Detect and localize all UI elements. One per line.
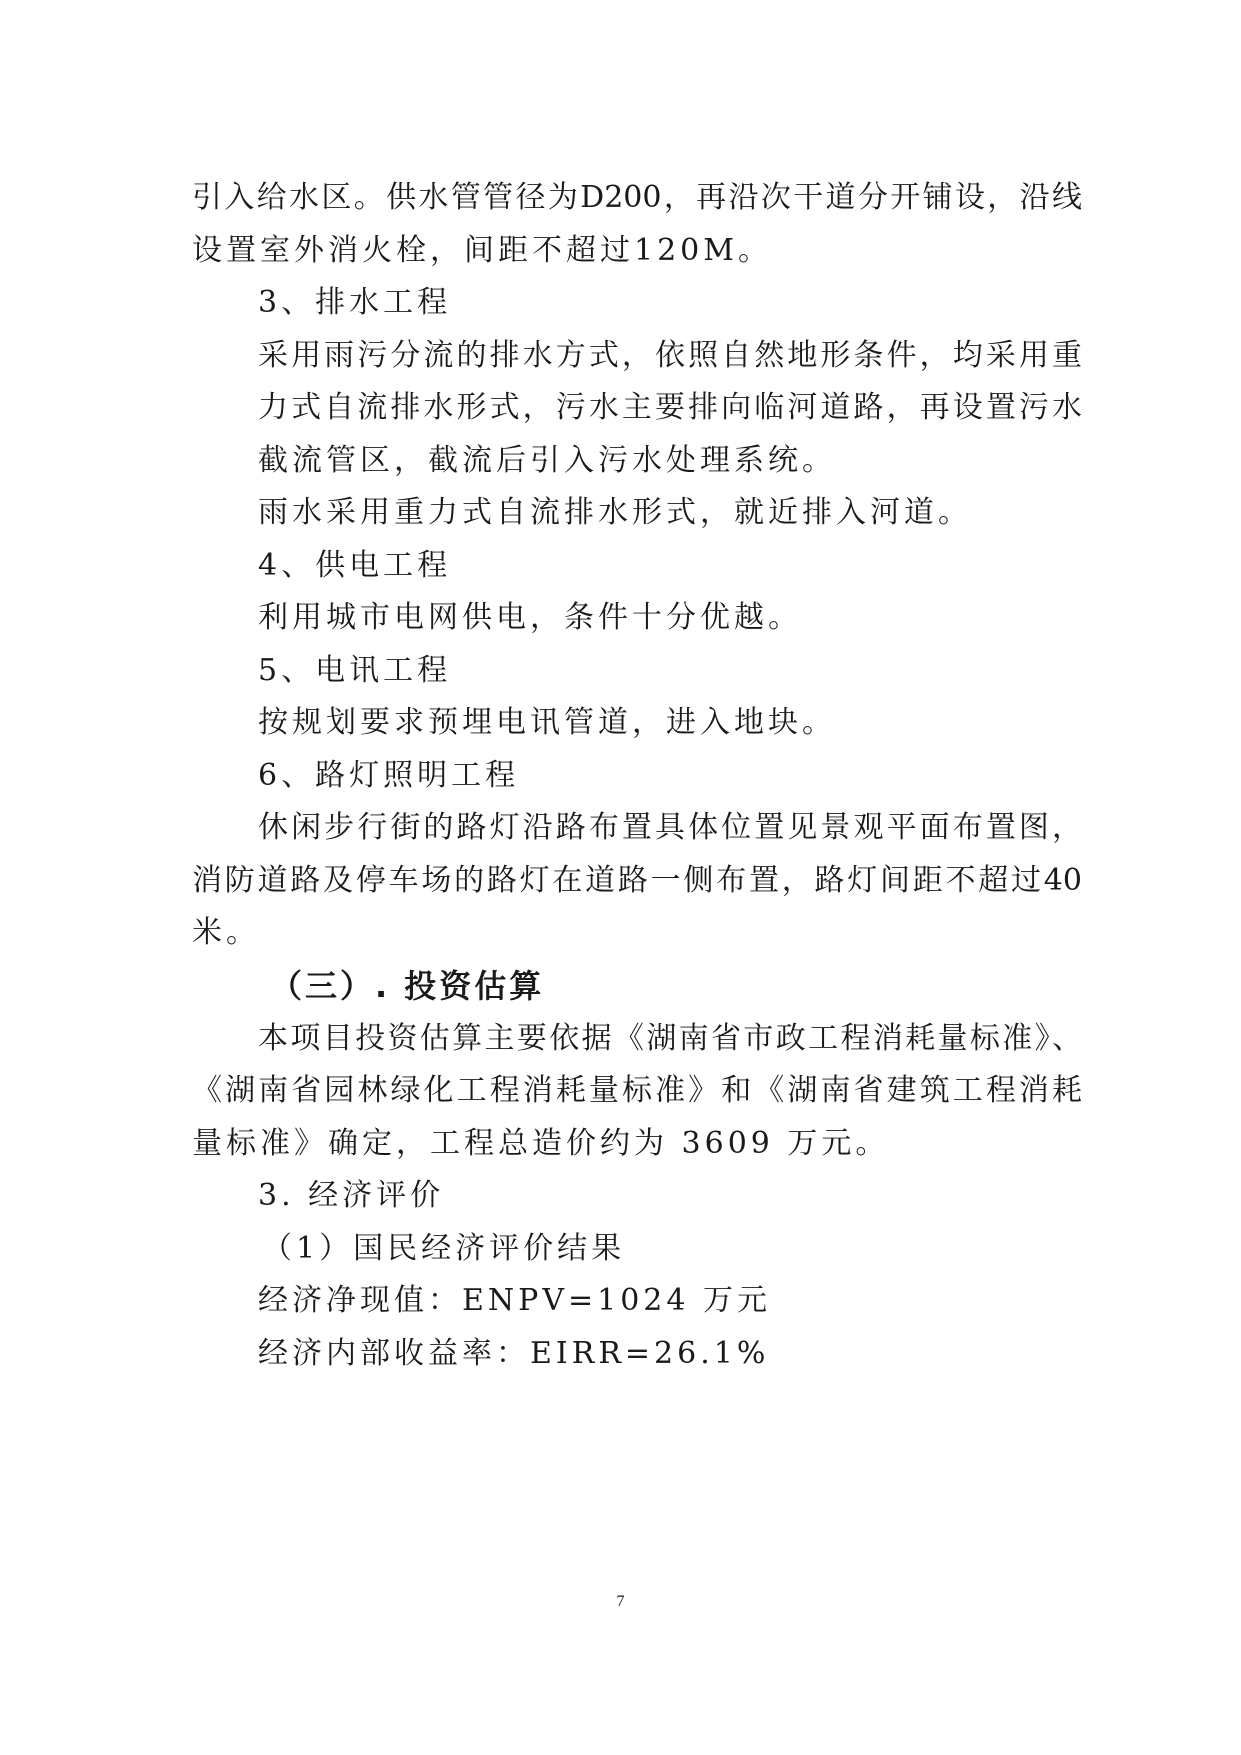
section-power-title: 4、供电工程 [258,548,452,583]
lighting-paragraph-line-3: 米。 [192,915,260,950]
drainage-paragraph-line-2: 力式自流排水形式，污水主要排向临河道路，再设置污水 [258,390,1082,425]
page-number: 7 [616,1593,625,1610]
drainage-paragraph-line-1: 采用雨污分流的排水方式，依照自然地形条件，均采用重 [258,338,1082,373]
investment-estimate-heading: （三）. 投资估算 [270,967,545,1005]
telecom-paragraph: 按规划要求预埋电讯管道，进入地块。 [258,705,836,740]
enpv-result: 经济净现值：ENPV=1024 万元 [258,1283,772,1318]
drainage-paragraph-line-3: 截流管区，截流后引入污水处理系统。 [258,443,836,478]
section-telecom-title: 5、电讯工程 [258,653,452,688]
water-supply-line-2: 设置室外消火栓，间距不超过120M。 [192,233,772,268]
lighting-paragraph-line-2: 消防道路及停车场的路灯在道路一侧布置，路灯间距不超过40 [192,863,1082,898]
section-drainage-title: 3、排水工程 [258,285,452,320]
investment-paragraph-line-1: 本项目投资估算主要依据《湖南省市政工程消耗量标准》、 [258,1021,1082,1056]
national-economic-evaluation-title: （1）国民经济评价结果 [262,1231,626,1266]
rainwater-paragraph: 雨水采用重力式自流排水形式，就近排入河道。 [258,495,972,530]
water-supply-line-1: 引入给水区。供水管管径为D200，再沿次干道分开铺设，沿线 [192,180,1082,215]
investment-paragraph-line-2: 《湖南省园林绿化工程消耗量标准》和《湖南省建筑工程消耗 [192,1073,1082,1108]
lighting-paragraph-line-1: 休闲步行街的路灯沿路布置具体位置见景观平面布置图， [258,810,1082,845]
section-lighting-title: 6、路灯照明工程 [258,758,520,793]
section-economic-evaluation-title: 3. 经济评价 [258,1178,445,1213]
power-paragraph: 利用城市电网供电，条件十分优越。 [258,600,802,635]
eirr-result: 经济内部收益率：EIRR=26.1% [258,1336,770,1371]
investment-paragraph-line-3: 量标准》确定，工程总造价约为 3609 万元。 [192,1126,890,1161]
